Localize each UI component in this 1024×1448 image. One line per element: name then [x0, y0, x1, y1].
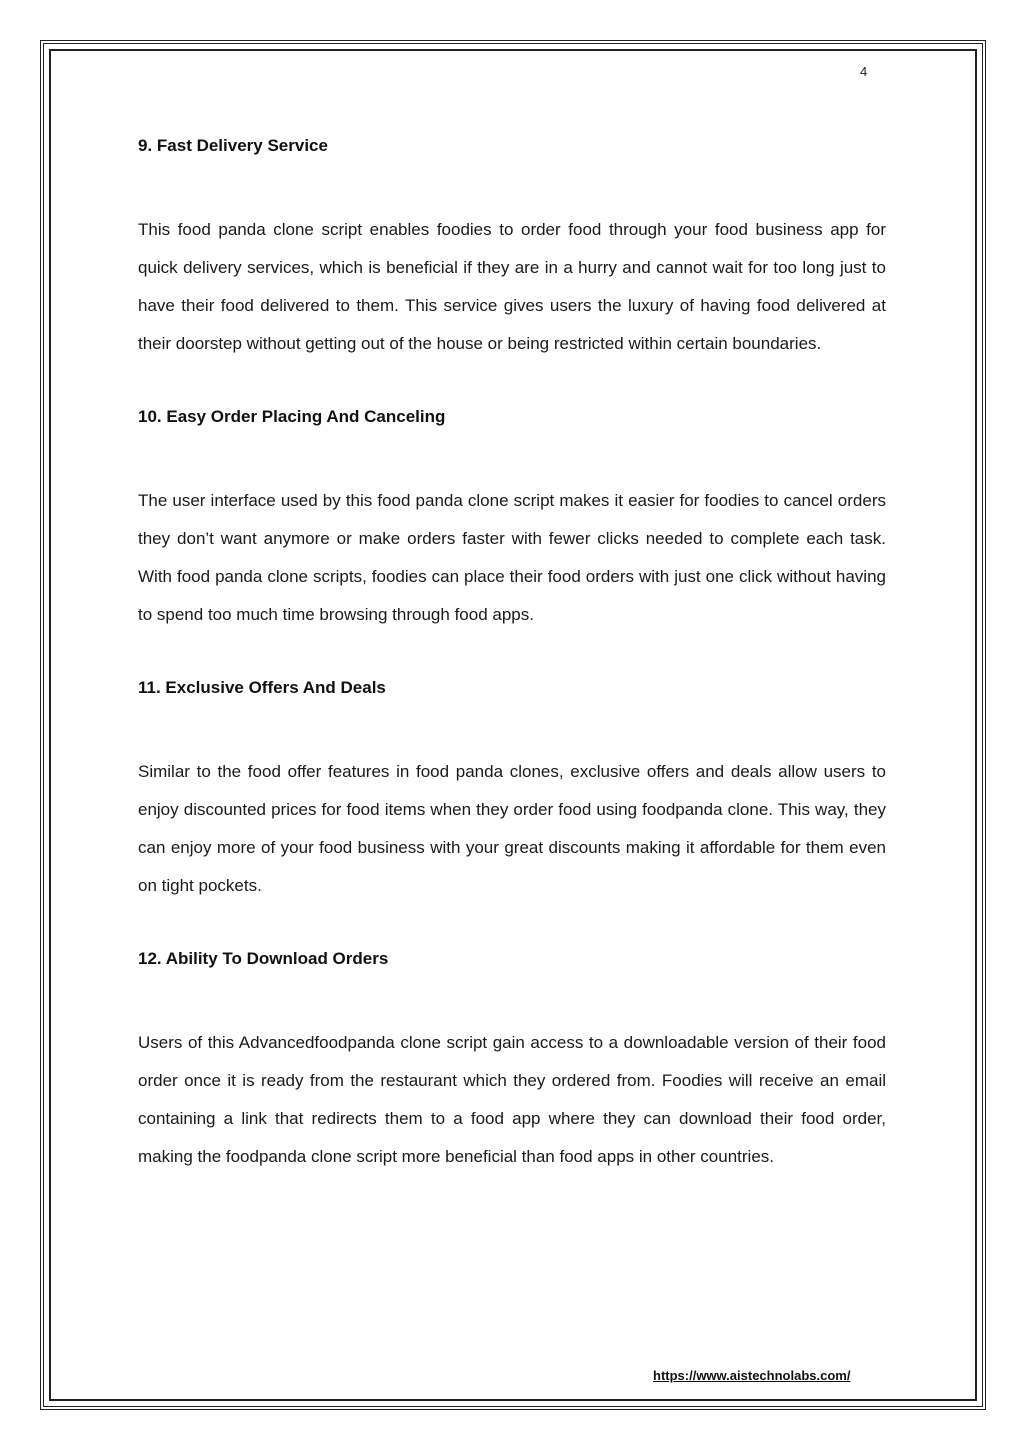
- section-paragraph: Similar to the food offer features in food panda clones, exclusive offers and deals allow users to enjoy discounted prices for food items when they order food using foodpanda clone. This way, they can enjoy more of your food business with your great discounts making it affordable for them even on tight pockets.: [138, 762, 886, 895]
- section-heading: 11. Exclusive Offers And Deals: [138, 678, 386, 697]
- section-paragraph: The user interface used by this food panda clone script makes it easier for foodies to cancel orders they don’t want anymore or make orders faster with fewer clicks needed to complete each task. With food panda clone scripts, foodies can place their food orders with just one click without having to spend too much time browsing through food apps.: [138, 491, 886, 624]
- page-number: 4: [860, 64, 868, 79]
- section-exclusive-offers: [138, 675, 886, 905]
- section-heading: 12. Ability To Download Orders: [138, 949, 389, 968]
- footer-website-link[interactable]: https://www.aistechnolabs.com/: [653, 1368, 851, 1383]
- section-fast-delivery: [138, 133, 886, 363]
- section-download-orders: [138, 946, 886, 1176]
- section-easy-order: [138, 404, 886, 634]
- section-heading: 10. Easy Order Placing And Canceling: [138, 407, 446, 426]
- section-paragraph: Users of this Advancedfoodpanda clone script gain access to a downloadable version of their food order once it is ready from the restaurant which they ordered from. Foodies will receive an email containing a link that redirects them to a food app where they can download their food order, making the foodpanda clone script more beneficial than food apps in other countries.: [138, 1033, 886, 1166]
- document-body: [138, 133, 886, 1217]
- section-paragraph: This food panda clone script enables foodies to order food through your food business app for quick delivery services, which is beneficial if they are in a hurry and cannot wait for too long just to have their food delivered to them. This service gives users the luxury of having food delivered at their doorstep without getting out of the house or being restricted within certain boundaries.: [138, 220, 886, 353]
- section-heading: 9. Fast Delivery Service: [138, 136, 328, 155]
